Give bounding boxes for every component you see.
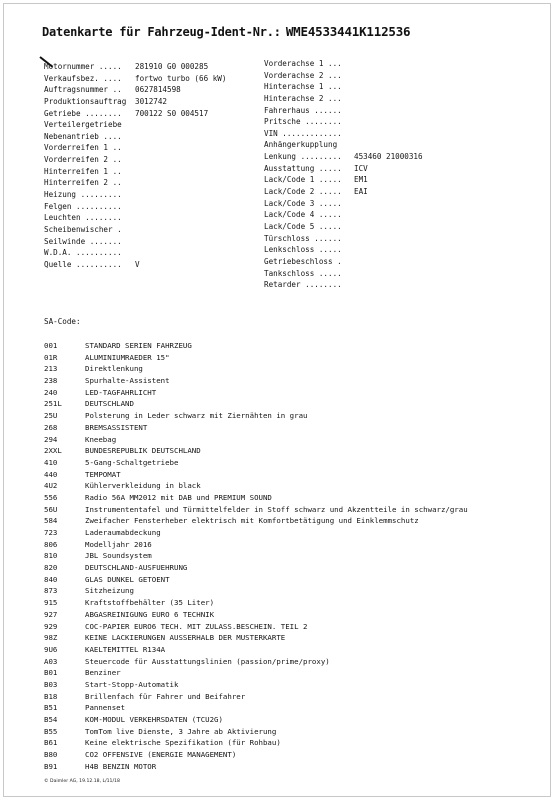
sa-description: Start-Stopp-Automatik bbox=[85, 679, 179, 689]
sa-code-row bbox=[44, 737, 468, 749]
field-row bbox=[264, 128, 342, 140]
field-row bbox=[44, 247, 126, 259]
sa-code: 2XXL bbox=[44, 446, 62, 456]
sa-code: 001 bbox=[44, 341, 58, 350]
field-row bbox=[264, 256, 342, 268]
sa-code: 929 bbox=[44, 621, 58, 631]
field-label: Pritsche ........ bbox=[264, 117, 342, 127]
sa-code-row bbox=[44, 527, 468, 539]
field-row bbox=[264, 163, 368, 175]
sa-code-row bbox=[44, 621, 468, 633]
sa-description: Steuercode für Ausstattungslinien (passion/prime/proxy) bbox=[85, 656, 330, 666]
sa-code-row bbox=[44, 632, 468, 644]
sa-code: 873 bbox=[44, 586, 58, 596]
sa-code-row bbox=[44, 422, 468, 434]
sa-description: BREMSASSISTENT bbox=[85, 422, 148, 432]
sa-code: 294 bbox=[44, 434, 58, 444]
field-label: Leuchten ........ bbox=[44, 213, 122, 223]
field-label: Lack/Code 1 ..... bbox=[264, 175, 342, 185]
field-label: Hinterachse 1 ... bbox=[264, 82, 342, 92]
sa-code: 56U bbox=[44, 504, 58, 514]
sa-description: Keine elektrische Spezifikation (für Rohbau) bbox=[85, 738, 281, 748]
sa-code: 238 bbox=[44, 376, 58, 386]
field-label: Hinterreifen 2 .. bbox=[44, 178, 122, 188]
sa-code: B18 bbox=[44, 691, 58, 701]
field-row bbox=[264, 93, 342, 105]
sa-code-row bbox=[44, 434, 468, 446]
sa-description: Kraftstoffbehälter (35 Liter) bbox=[85, 598, 215, 608]
sa-code: 806 bbox=[44, 539, 58, 549]
field-row bbox=[264, 279, 342, 291]
sa-code-row bbox=[44, 656, 468, 668]
sa-code-row bbox=[44, 679, 468, 691]
sa-description: Polsterung in Leder schwarz mit Ziernähten in grau bbox=[85, 411, 308, 421]
sa-code-row bbox=[44, 667, 468, 679]
field-label: W.D.A. .......... bbox=[44, 248, 122, 258]
field-label: Tankschloss ..... bbox=[264, 268, 342, 278]
field-label: Lenkschloss ..... bbox=[264, 245, 342, 255]
field-row bbox=[44, 119, 126, 131]
sa-code-row bbox=[44, 714, 468, 726]
sa-description: DEUTSCHLAND-AUSFUEHRUNG bbox=[85, 563, 188, 573]
sa-code: 556 bbox=[44, 492, 58, 502]
sa-code: 723 bbox=[44, 528, 58, 537]
sa-code-row bbox=[44, 550, 468, 562]
sa-code-row bbox=[44, 387, 468, 399]
sa-description: Sitzheizung bbox=[85, 586, 134, 596]
sa-code-row bbox=[44, 644, 468, 656]
sa-description: Direktlenkung bbox=[85, 364, 143, 374]
sa-description: Kneebag bbox=[85, 434, 117, 444]
field-row bbox=[44, 142, 126, 154]
sa-code: B55 bbox=[44, 726, 58, 736]
sa-code-row bbox=[44, 492, 468, 504]
field-label: Vorderachse 1 ... bbox=[264, 59, 342, 68]
sa-code-row bbox=[44, 702, 468, 714]
field-row bbox=[264, 244, 342, 256]
sa-code: 251L bbox=[44, 399, 62, 409]
field-row bbox=[264, 233, 342, 245]
field-row bbox=[44, 177, 126, 189]
sa-code: B01 bbox=[44, 668, 58, 678]
sa-code: 915 bbox=[44, 598, 58, 608]
field-label: Heizung ......... bbox=[44, 190, 122, 200]
sa-code: 410 bbox=[44, 457, 58, 467]
field-value: 3012742 bbox=[135, 96, 168, 106]
sa-description: BUNDESREPUBLIK DEUTSCHLAND bbox=[85, 446, 201, 456]
sa-code: 9U6 bbox=[44, 644, 58, 654]
sa-code: 584 bbox=[44, 516, 58, 526]
field-label: Verteilergetriebe bbox=[44, 120, 122, 130]
sa-code: 25U bbox=[44, 411, 58, 421]
field-label: Lack/Code 2 ..... bbox=[264, 187, 342, 197]
sa-code: 820 bbox=[44, 563, 58, 573]
sa-code-row bbox=[44, 375, 468, 387]
sa-code: 440 bbox=[44, 469, 58, 479]
field-value: fortwo turbo (66 kW) bbox=[135, 73, 227, 83]
field-label: Lack/Code 3 ..... bbox=[264, 198, 342, 208]
sa-code: 240 bbox=[44, 387, 58, 397]
field-row bbox=[264, 174, 368, 186]
field-label: Scheibenwischer . bbox=[44, 224, 122, 234]
field-value: ICV bbox=[354, 163, 368, 173]
field-row bbox=[44, 224, 126, 236]
field-row bbox=[264, 151, 423, 163]
datenkarte-page bbox=[3, 3, 551, 797]
sa-description: LED-TAGFAHRLICHT bbox=[85, 387, 157, 397]
field-label: Hinterreifen 1 .. bbox=[44, 166, 122, 176]
sa-description: GLAS DUNKEL GETOENT bbox=[85, 574, 170, 584]
vehicle-id: WME4533441K112536 bbox=[285, 24, 411, 39]
field-label: Ausstattung ..... bbox=[264, 163, 342, 173]
sa-description: KAELTEMITTEL R134A bbox=[85, 644, 166, 654]
sa-code-row bbox=[44, 352, 468, 364]
sa-code-row bbox=[44, 515, 468, 527]
field-label: Auftragsnummer .. bbox=[44, 85, 122, 95]
field-label: Lack/Code 4 ..... bbox=[264, 210, 342, 220]
field-label: Produktionsauftrag bbox=[44, 96, 127, 106]
field-row bbox=[264, 268, 342, 280]
sa-description: Radio 56A MM2012 mit DAB und PREMIUM SOUND bbox=[85, 492, 272, 502]
field-value: V bbox=[135, 259, 140, 269]
field-row bbox=[264, 105, 342, 117]
field-label: Türschloss ...... bbox=[264, 233, 342, 243]
sa-code-row bbox=[44, 726, 468, 738]
field-label: VIN ............. bbox=[264, 128, 342, 138]
field-label: Nebenantrieb .... bbox=[44, 131, 122, 141]
sa-description: DEUTSCHLAND bbox=[85, 399, 134, 409]
field-row bbox=[264, 116, 342, 128]
field-row bbox=[44, 154, 126, 166]
sa-description: Modelljahr 2016 bbox=[85, 539, 152, 549]
field-label: Quelle .......... bbox=[44, 259, 122, 269]
field-label: Getriebeschloss . bbox=[264, 256, 342, 266]
field-row bbox=[44, 259, 140, 271]
sa-description: TomTom live Dienste, 3 Jahre ab Aktivierung bbox=[85, 726, 277, 736]
sa-description: Pannenset bbox=[85, 703, 126, 713]
sa-description: ABGASREINIGUNG EURO 6 TECHNIK bbox=[85, 609, 215, 619]
document-title bbox=[42, 24, 410, 39]
sa-code: 4U2 bbox=[44, 481, 58, 491]
sa-description: Benziner bbox=[85, 668, 121, 678]
field-value: 0627814598 bbox=[135, 85, 181, 95]
sa-code: A03 bbox=[44, 656, 58, 666]
sa-description: COC-PAPIER EURO6 TECH. MIT ZULASS.BESCHEIN. TEIL 2 bbox=[85, 621, 308, 631]
field-row bbox=[264, 221, 342, 233]
field-label: Vorderreifen 2 .. bbox=[44, 155, 122, 165]
field-row bbox=[44, 201, 126, 213]
sa-code-row bbox=[44, 410, 468, 422]
sa-code-row bbox=[44, 469, 468, 481]
sa-code-row bbox=[44, 761, 468, 773]
field-label: Verkaufsbez. .... bbox=[44, 73, 122, 83]
sa-code-row bbox=[44, 340, 468, 352]
footer-copyright: © Daimler AG, 19.12.18, L/11/18 bbox=[44, 779, 120, 784]
sa-code-list bbox=[44, 340, 468, 772]
field-row bbox=[44, 236, 126, 248]
sa-code: 927 bbox=[44, 609, 58, 619]
field-row bbox=[264, 186, 368, 198]
sa-code-row bbox=[44, 562, 468, 574]
sa-code-row bbox=[44, 585, 468, 597]
sa-description: JBL Soundsystem bbox=[85, 551, 152, 561]
field-label: Fahrerhaus ...... bbox=[264, 105, 342, 115]
sa-code-row bbox=[44, 597, 468, 609]
sa-code-row bbox=[44, 363, 468, 375]
field-row bbox=[44, 212, 126, 224]
field-value: EM1 bbox=[354, 175, 368, 185]
sa-code-row bbox=[44, 609, 468, 621]
vehicle-fields-right bbox=[264, 58, 423, 291]
sa-description: KEINE LACKIERUNGEN AUSSERHALB DER MUSTERKARTE bbox=[85, 633, 286, 643]
field-label: Retarder ........ bbox=[264, 280, 342, 290]
sa-code-row bbox=[44, 539, 468, 551]
field-label: Lack/Code 5 ..... bbox=[264, 221, 342, 231]
sa-code-row bbox=[44, 398, 468, 410]
title-label: Datenkarte für Fahrzeug-Ident-Nr.: bbox=[42, 25, 281, 39]
sa-code-row bbox=[44, 445, 468, 457]
sa-description: TEMPOMAT bbox=[85, 469, 121, 479]
sa-description: Laderaumabdeckung bbox=[85, 528, 161, 537]
field-row bbox=[44, 73, 227, 85]
field-label: Motornummer ..... bbox=[44, 62, 122, 71]
field-row bbox=[264, 198, 342, 210]
sa-code-row bbox=[44, 691, 468, 703]
sa-code-row bbox=[44, 574, 468, 586]
sa-code-row bbox=[44, 749, 468, 761]
field-label: Felgen .......... bbox=[44, 201, 122, 211]
sa-code-heading: SA-Code: bbox=[44, 317, 81, 326]
sa-code: B51 bbox=[44, 703, 58, 713]
field-row bbox=[44, 166, 126, 178]
field-label: Seilwinde ....... bbox=[44, 236, 122, 246]
field-value: 700122 S0 004517 bbox=[135, 108, 209, 118]
field-row bbox=[264, 81, 342, 93]
field-label: Vorderachse 2 ... bbox=[264, 70, 342, 80]
sa-description: Spurhalte-Assistent bbox=[85, 376, 170, 386]
sa-description: Instrumententafel und Türmittelfelder in Stoff schwarz und Akzentteile in schwarz/grau bbox=[85, 504, 468, 514]
field-row bbox=[264, 139, 342, 151]
field-row bbox=[44, 131, 126, 143]
field-label: Hinterachse 2 ... bbox=[264, 93, 342, 103]
field-value: 453460 21000316 bbox=[354, 152, 423, 162]
field-value: 281910 G0 000285 bbox=[135, 62, 209, 71]
sa-code: B54 bbox=[44, 715, 58, 724]
sa-code: 810 bbox=[44, 551, 58, 561]
sa-description: ALUMINIUMRAEDER 15" bbox=[85, 352, 170, 362]
sa-description: STANDARD SERIEN FAHRZEUG bbox=[85, 341, 192, 350]
field-row bbox=[44, 61, 209, 73]
field-label: Vorderreifen 1 .. bbox=[44, 143, 122, 153]
vehicle-fields-left bbox=[44, 61, 227, 271]
sa-code: 268 bbox=[44, 422, 58, 432]
field-value: EAI bbox=[354, 187, 368, 197]
sa-code-row bbox=[44, 457, 468, 469]
sa-code: B91 bbox=[44, 761, 58, 771]
sa-code-row bbox=[44, 480, 468, 492]
sa-code-row bbox=[44, 504, 468, 516]
field-row bbox=[44, 96, 168, 108]
field-row bbox=[44, 189, 126, 201]
sa-description: H4B BENZIN MOTOR bbox=[85, 761, 157, 771]
field-row bbox=[44, 108, 209, 120]
field-label: Lenkung ......... bbox=[264, 152, 342, 162]
sa-code: 98Z bbox=[44, 633, 58, 643]
sa-code: B80 bbox=[44, 750, 58, 760]
sa-description: Zweifacher Fensterheber elektrisch mit Komfortbetätigung und Einklemmschutz bbox=[85, 516, 419, 526]
field-label: Anhängerkupplung bbox=[264, 140, 338, 150]
sa-description: CO2 OFFENSIVE (ENERGIE MANAGEMENT) bbox=[85, 750, 237, 760]
sa-code: B61 bbox=[44, 738, 58, 748]
sa-code: 01R bbox=[44, 352, 58, 362]
sa-code: 840 bbox=[44, 574, 58, 584]
sa-description: KOM-MODUL VERKEHRSDATEN (TCU2G) bbox=[85, 715, 223, 724]
sa-description: Kühlerverkleidung in black bbox=[85, 481, 201, 491]
field-row bbox=[264, 209, 342, 221]
field-row bbox=[264, 70, 342, 82]
sa-description: Brillenfach für Fahrer und Beifahrer bbox=[85, 691, 246, 701]
sa-code: 213 bbox=[44, 364, 58, 374]
sa-code: B03 bbox=[44, 679, 58, 689]
field-row bbox=[44, 84, 181, 96]
sa-description: 5-Gang-Schaltgetriebe bbox=[85, 457, 179, 467]
field-row bbox=[264, 58, 342, 70]
field-label: Getriebe ........ bbox=[44, 108, 122, 118]
